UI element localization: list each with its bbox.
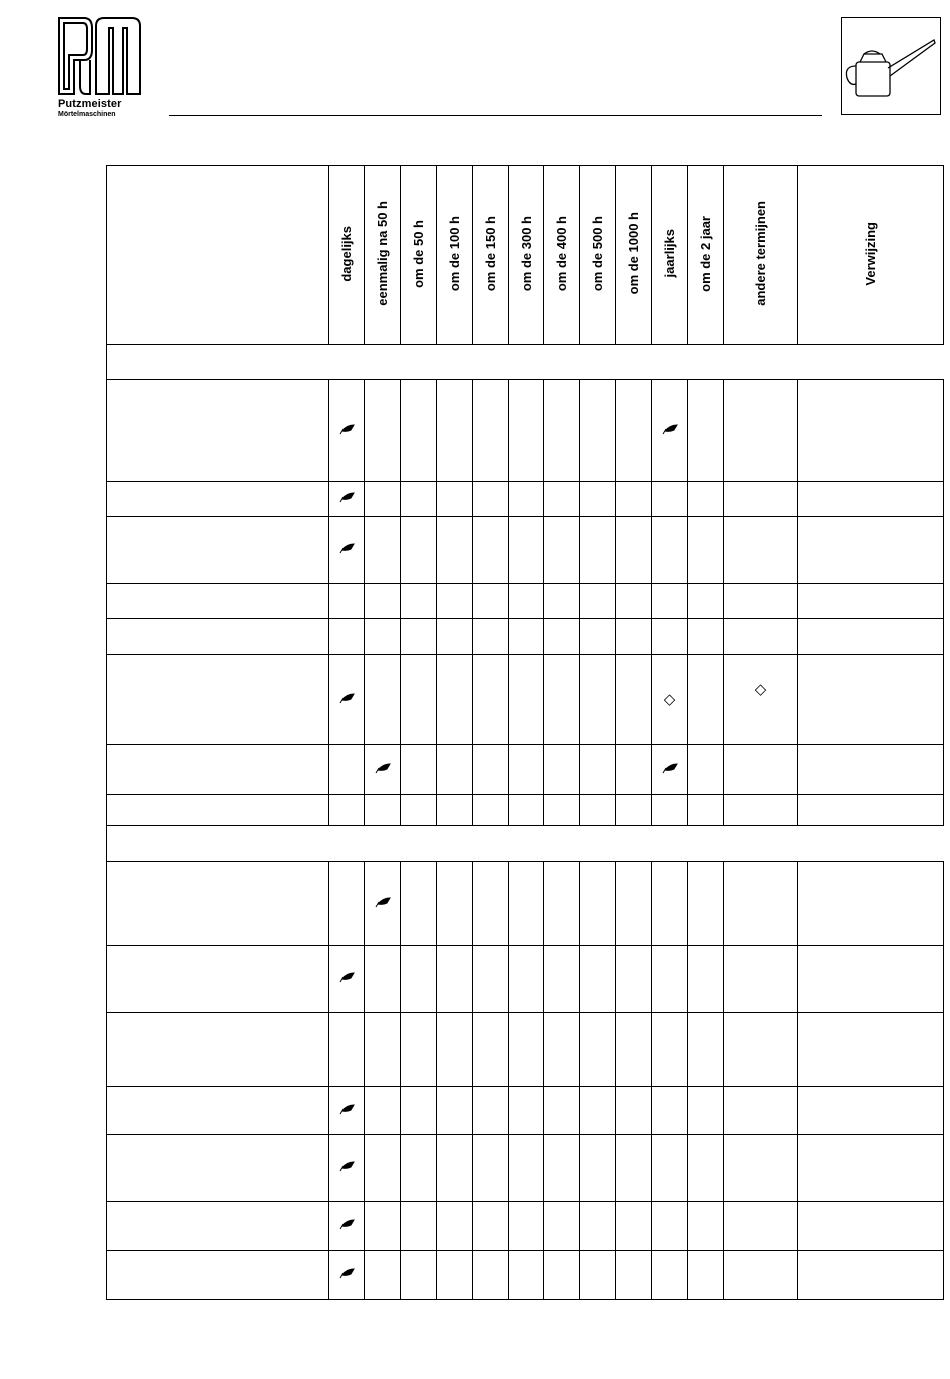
schedule-cell	[365, 745, 401, 795]
schedule-cell	[365, 795, 401, 826]
col-header-1000h: om de 1000 h	[616, 166, 652, 345]
schedule-cell	[724, 619, 798, 655]
schedule-cell	[329, 482, 365, 517]
schedule-cell	[401, 482, 437, 517]
schedule-cell	[329, 380, 365, 482]
schedule-cell	[724, 517, 798, 584]
schedule-cell	[329, 619, 365, 655]
schedule-cell	[509, 1135, 544, 1202]
schedule-cell	[329, 795, 365, 826]
check-icon	[339, 490, 355, 507]
schedule-cell	[544, 1202, 580, 1251]
schedule-cell	[652, 584, 688, 619]
schedule-cell	[688, 1135, 724, 1202]
schedule-cell	[798, 946, 944, 1013]
schedule-cell	[580, 584, 616, 619]
schedule-cell	[437, 517, 473, 584]
table-row	[107, 517, 944, 584]
schedule-cell	[329, 1251, 365, 1300]
schedule-cell	[688, 1013, 724, 1087]
schedule-cell	[616, 745, 652, 795]
schedule-cell	[509, 1013, 544, 1087]
description-cell	[107, 795, 329, 826]
schedule-cell	[580, 862, 616, 946]
schedule-cell	[798, 1135, 944, 1202]
schedule-cell	[652, 1135, 688, 1202]
schedule-cell	[724, 745, 798, 795]
table-row	[107, 655, 944, 745]
schedule-cell	[616, 795, 652, 826]
schedule-cell	[329, 517, 365, 584]
description-cell	[107, 584, 329, 619]
description-cell	[107, 946, 329, 1013]
schedule-cell	[365, 1087, 401, 1135]
schedule-cell	[616, 655, 652, 745]
description-cell	[107, 1087, 329, 1135]
schedule-cell	[365, 619, 401, 655]
schedule-cell	[688, 619, 724, 655]
schedule-cell	[401, 795, 437, 826]
schedule-cell	[580, 655, 616, 745]
schedule-cell	[329, 584, 365, 619]
table-row	[107, 619, 944, 655]
description-cell	[107, 380, 329, 482]
col-header-eenmalig-50h: eenmalig na 50 h	[365, 166, 401, 345]
schedule-cell	[544, 946, 580, 1013]
schedule-cell	[401, 619, 437, 655]
schedule-cell	[509, 745, 544, 795]
schedule-cell	[437, 862, 473, 946]
schedule-cell	[616, 1251, 652, 1300]
section-row	[107, 826, 944, 862]
schedule-cell	[401, 745, 437, 795]
schedule-cell	[724, 862, 798, 946]
col-header-verwijzing: Verwijzing	[798, 166, 944, 345]
table-row	[107, 1013, 944, 1087]
schedule-cell	[724, 482, 798, 517]
schedule-cell	[798, 1251, 944, 1300]
description-cell	[107, 745, 329, 795]
schedule-cell	[437, 1251, 473, 1300]
schedule-cell	[798, 380, 944, 482]
table-row	[107, 795, 944, 826]
schedule-cell	[798, 1087, 944, 1135]
brand-name: Putzmeister	[58, 98, 122, 110]
col-header-2-jaar: om de 2 jaar	[688, 166, 724, 345]
diamond-icon: ◇	[663, 690, 676, 708]
schedule-cell	[509, 946, 544, 1013]
schedule-cell	[652, 1013, 688, 1087]
schedule-cell	[365, 1202, 401, 1251]
schedule-cell	[616, 517, 652, 584]
schedule-cell	[580, 619, 616, 655]
table-row	[107, 862, 944, 946]
schedule-cell	[652, 655, 688, 745]
table-row	[107, 1135, 944, 1202]
col-header-andere-termijnen: andere termijnen	[724, 166, 798, 345]
schedule-cell	[580, 482, 616, 517]
schedule-cell	[437, 1135, 473, 1202]
schedule-cell	[580, 1202, 616, 1251]
schedule-cell	[365, 1135, 401, 1202]
table-row	[107, 380, 944, 482]
schedule-cell	[724, 795, 798, 826]
check-icon	[339, 1217, 355, 1234]
table-row	[107, 482, 944, 517]
schedule-cell	[652, 745, 688, 795]
check-icon	[339, 1159, 355, 1176]
schedule-cell	[616, 482, 652, 517]
check-icon	[375, 761, 391, 778]
check-icon	[375, 895, 391, 912]
schedule-cell	[580, 1251, 616, 1300]
schedule-cell	[473, 380, 509, 482]
schedule-cell	[509, 1251, 544, 1300]
schedule-cell	[724, 1251, 798, 1300]
schedule-cell	[544, 1087, 580, 1135]
table-header-row	[107, 166, 944, 345]
schedule-cell	[473, 1135, 509, 1202]
schedule-cell	[437, 946, 473, 1013]
schedule-cell	[329, 745, 365, 795]
col-header-jaarlijks: jaarlijks	[652, 166, 688, 345]
schedule-cell	[616, 619, 652, 655]
schedule-cell	[652, 1202, 688, 1251]
oil-can-icon	[841, 17, 941, 115]
schedule-cell	[401, 380, 437, 482]
schedule-cell	[437, 380, 473, 482]
schedule-cell	[401, 862, 437, 946]
description-cell	[107, 655, 329, 745]
schedule-cell	[401, 1251, 437, 1300]
table-row	[107, 946, 944, 1013]
schedule-cell	[509, 619, 544, 655]
col-header-100h: om de 100 h	[437, 166, 473, 345]
description-cell	[107, 1135, 329, 1202]
schedule-cell	[473, 745, 509, 795]
schedule-cell	[798, 862, 944, 946]
description-cell	[107, 862, 329, 946]
schedule-cell	[365, 946, 401, 1013]
diamond-icon: ◇	[754, 681, 767, 698]
schedule-cell	[401, 1135, 437, 1202]
schedule-cell	[329, 1087, 365, 1135]
schedule-cell	[329, 655, 365, 745]
schedule-cell	[616, 584, 652, 619]
schedule-cell	[365, 380, 401, 482]
maintenance-schedule-table	[106, 165, 944, 1300]
schedule-cell	[544, 1135, 580, 1202]
section-row	[107, 345, 944, 380]
schedule-cell	[798, 619, 944, 655]
schedule-cell	[509, 380, 544, 482]
schedule-cell	[509, 862, 544, 946]
schedule-cell	[365, 1251, 401, 1300]
schedule-cell	[616, 1202, 652, 1251]
section-cell	[107, 826, 944, 862]
description-cell	[107, 1251, 329, 1300]
col-header-400h: om de 400 h	[544, 166, 580, 345]
schedule-cell	[616, 1013, 652, 1087]
schedule-cell	[724, 946, 798, 1013]
schedule-cell	[473, 795, 509, 826]
schedule-cell	[437, 1013, 473, 1087]
schedule-cell	[798, 745, 944, 795]
schedule-cell	[580, 517, 616, 584]
schedule-cell	[473, 862, 509, 946]
schedule-cell	[473, 1087, 509, 1135]
schedule-cell	[401, 584, 437, 619]
brand-subtitle: Mörtelmaschinen	[58, 111, 116, 118]
table-row	[107, 1202, 944, 1251]
schedule-cell	[688, 1251, 724, 1300]
schedule-cell	[509, 795, 544, 826]
schedule-cell	[652, 482, 688, 517]
check-icon	[339, 422, 355, 439]
pm-logo-mark	[56, 16, 142, 98]
schedule-cell	[473, 619, 509, 655]
schedule-cell	[688, 795, 724, 826]
schedule-cell	[798, 795, 944, 826]
schedule-cell	[329, 946, 365, 1013]
description-cell	[107, 1202, 329, 1251]
schedule-cell	[724, 1135, 798, 1202]
schedule-cell	[580, 1013, 616, 1087]
schedule-cell	[544, 482, 580, 517]
schedule-cell	[437, 655, 473, 745]
schedule-cell	[652, 517, 688, 584]
schedule-cell	[509, 584, 544, 619]
header-rule	[169, 115, 822, 116]
schedule-cell	[473, 517, 509, 584]
schedule-cell	[580, 1087, 616, 1135]
schedule-cell	[798, 584, 944, 619]
schedule-cell	[688, 1087, 724, 1135]
table-row	[107, 1251, 944, 1300]
schedule-cell	[544, 619, 580, 655]
schedule-cell	[473, 655, 509, 745]
schedule-cell	[580, 946, 616, 1013]
col-header-300h: om de 300 h	[509, 166, 544, 345]
schedule-cell	[365, 655, 401, 745]
schedule-cell	[473, 584, 509, 619]
schedule-cell	[401, 655, 437, 745]
schedule-cell	[544, 862, 580, 946]
schedule-cell	[401, 1013, 437, 1087]
schedule-cell	[616, 1135, 652, 1202]
table-row	[107, 1087, 944, 1135]
schedule-cell	[437, 1087, 473, 1135]
schedule-cell	[798, 1013, 944, 1087]
schedule-cell	[544, 795, 580, 826]
schedule-cell	[401, 1087, 437, 1135]
schedule-cell	[688, 482, 724, 517]
col-header-150h: om de 150 h	[473, 166, 509, 345]
schedule-cell	[652, 795, 688, 826]
schedule-cell	[724, 1202, 798, 1251]
check-icon	[339, 1266, 355, 1283]
description-cell	[107, 1013, 329, 1087]
schedule-cell	[798, 655, 944, 745]
table-row	[107, 745, 944, 795]
schedule-cell	[544, 380, 580, 482]
schedule-cell	[688, 862, 724, 946]
schedule-cell	[724, 1087, 798, 1135]
schedule-cell	[688, 584, 724, 619]
schedule-cell	[688, 946, 724, 1013]
schedule-cell	[437, 584, 473, 619]
schedule-cell	[509, 1202, 544, 1251]
schedule-cell	[544, 1251, 580, 1300]
schedule-cell	[616, 862, 652, 946]
schedule-cell	[652, 380, 688, 482]
schedule-cell	[544, 1013, 580, 1087]
schedule-cell	[544, 745, 580, 795]
table-row	[107, 584, 944, 619]
schedule-cell	[509, 1087, 544, 1135]
check-icon	[662, 761, 678, 778]
col-header-dagelijks: dagelijks	[329, 166, 365, 345]
schedule-cell	[652, 1251, 688, 1300]
schedule-cell	[580, 380, 616, 482]
schedule-cell	[437, 619, 473, 655]
schedule-cell	[329, 1013, 365, 1087]
schedule-cell	[652, 946, 688, 1013]
schedule-cell	[616, 380, 652, 482]
schedule-cell	[329, 1135, 365, 1202]
description-cell	[107, 517, 329, 584]
schedule-cell	[724, 655, 798, 745]
schedule-cell	[616, 1087, 652, 1135]
putzmeister-logo	[56, 16, 144, 120]
schedule-cell	[798, 1202, 944, 1251]
schedule-cell	[473, 482, 509, 517]
schedule-cell	[365, 584, 401, 619]
schedule-cell	[688, 517, 724, 584]
schedule-cell	[724, 1013, 798, 1087]
col-header-50h: om de 50 h	[401, 166, 437, 345]
schedule-cell	[616, 946, 652, 1013]
schedule-cell	[437, 1202, 473, 1251]
schedule-cell	[401, 517, 437, 584]
schedule-cell	[473, 1013, 509, 1087]
check-icon	[339, 970, 355, 987]
schedule-cell	[365, 482, 401, 517]
schedule-cell	[329, 862, 365, 946]
schedule-cell	[580, 1135, 616, 1202]
schedule-cell	[437, 795, 473, 826]
schedule-cell	[544, 517, 580, 584]
schedule-cell	[509, 655, 544, 745]
schedule-cell	[509, 482, 544, 517]
schedule-cell	[329, 1202, 365, 1251]
schedule-cell	[798, 517, 944, 584]
check-icon	[339, 541, 355, 558]
schedule-cell	[652, 619, 688, 655]
section-cell	[107, 345, 944, 380]
schedule-cell	[688, 1202, 724, 1251]
check-icon	[662, 422, 678, 439]
schedule-cell	[473, 1251, 509, 1300]
schedule-cell	[688, 655, 724, 745]
schedule-cell	[544, 584, 580, 619]
schedule-cell	[401, 946, 437, 1013]
description-cell	[107, 619, 329, 655]
schedule-cell	[473, 1202, 509, 1251]
schedule-cell	[473, 946, 509, 1013]
schedule-cell	[544, 655, 580, 745]
schedule-cell	[688, 745, 724, 795]
schedule-cell	[509, 517, 544, 584]
schedule-cell	[365, 862, 401, 946]
schedule-cell	[365, 1013, 401, 1087]
schedule-cell	[580, 795, 616, 826]
col-header-500h: om de 500 h	[580, 166, 616, 345]
schedule-cell	[652, 1087, 688, 1135]
schedule-cell	[365, 517, 401, 584]
schedule-cell	[580, 745, 616, 795]
schedule-cell	[798, 482, 944, 517]
schedule-cell	[724, 380, 798, 482]
header-blank	[107, 166, 329, 345]
check-icon	[339, 691, 355, 708]
schedule-cell	[401, 1202, 437, 1251]
schedule-cell	[437, 745, 473, 795]
check-icon	[339, 1102, 355, 1119]
schedule-cell	[652, 862, 688, 946]
schedule-cell	[724, 584, 798, 619]
description-cell	[107, 482, 329, 517]
schedule-cell	[437, 482, 473, 517]
schedule-cell	[688, 380, 724, 482]
